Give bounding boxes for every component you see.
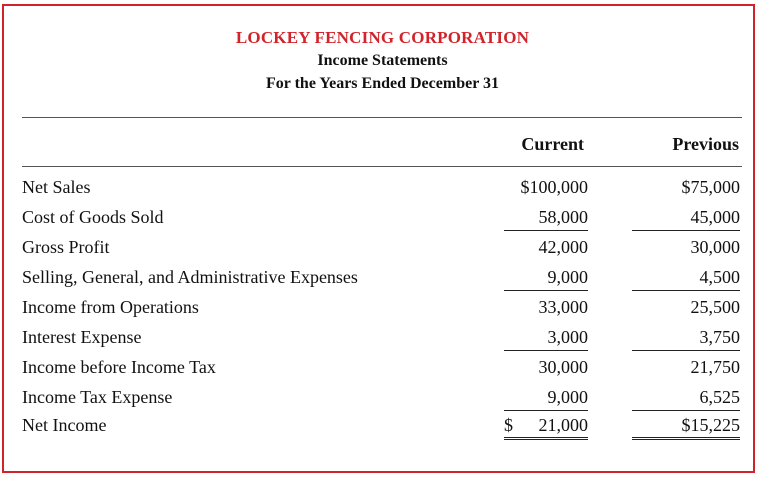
- top-divider: [22, 117, 742, 118]
- previous-value: 45,000: [632, 207, 740, 231]
- row-sga-expenses: [4, 267, 761, 291]
- row-income-tax-expense: [4, 387, 761, 411]
- row-income-before-tax: [4, 357, 761, 381]
- row-label: Income from Operations: [22, 297, 199, 317]
- statement-frame: [2, 4, 755, 473]
- statement-title: Income Statements: [317, 52, 448, 69]
- amount: 21,000: [538, 415, 588, 435]
- row-label: Income Tax Expense: [22, 387, 173, 407]
- current-value: $100,000: [520, 177, 588, 197]
- previous-value: $15,225: [632, 415, 740, 440]
- row-cost-of-goods-sold: [4, 207, 761, 231]
- row-label: Selling, General, and Administrative Expenses: [22, 267, 358, 287]
- current-value: 9,000: [504, 387, 588, 411]
- row-label: Net Sales: [22, 177, 91, 197]
- company-name: LOCKEY FENCING CORPORATION: [235, 28, 530, 47]
- previous-value: $75,000: [681, 177, 740, 197]
- header-divider: [22, 166, 742, 167]
- current-value: 3,000: [504, 327, 588, 351]
- previous-value: 4,500: [632, 267, 740, 291]
- previous-value: 25,500: [690, 297, 740, 317]
- column-header-previous: Previous: [672, 134, 739, 154]
- current-value: 30,000: [538, 357, 588, 377]
- previous-value: 3,750: [632, 327, 740, 351]
- row-income-from-operations: [4, 297, 761, 321]
- row-gross-profit: [4, 237, 761, 261]
- row-net-income: [4, 415, 761, 439]
- row-net-sales: [4, 177, 761, 201]
- row-label: Income before Income Tax: [22, 357, 216, 377]
- current-value: 58,000: [504, 207, 588, 231]
- previous-value: 21,750: [690, 357, 740, 377]
- row-label: Interest Expense: [22, 327, 142, 347]
- currency-symbol: $: [504, 415, 513, 435]
- column-header-current: Current: [521, 134, 584, 154]
- current-value: [504, 415, 588, 440]
- current-value: 9,000: [504, 267, 588, 291]
- row-label: Net Income: [22, 415, 107, 435]
- previous-value: 30,000: [690, 237, 740, 257]
- row-interest-expense: [4, 327, 761, 351]
- statement-period: For the Years Ended December 31: [266, 75, 499, 92]
- row-label: Gross Profit: [22, 237, 110, 257]
- previous-value: 6,525: [632, 387, 740, 411]
- current-value: 33,000: [538, 297, 588, 317]
- row-label: Cost of Goods Sold: [22, 207, 164, 227]
- current-value: 42,000: [538, 237, 588, 257]
